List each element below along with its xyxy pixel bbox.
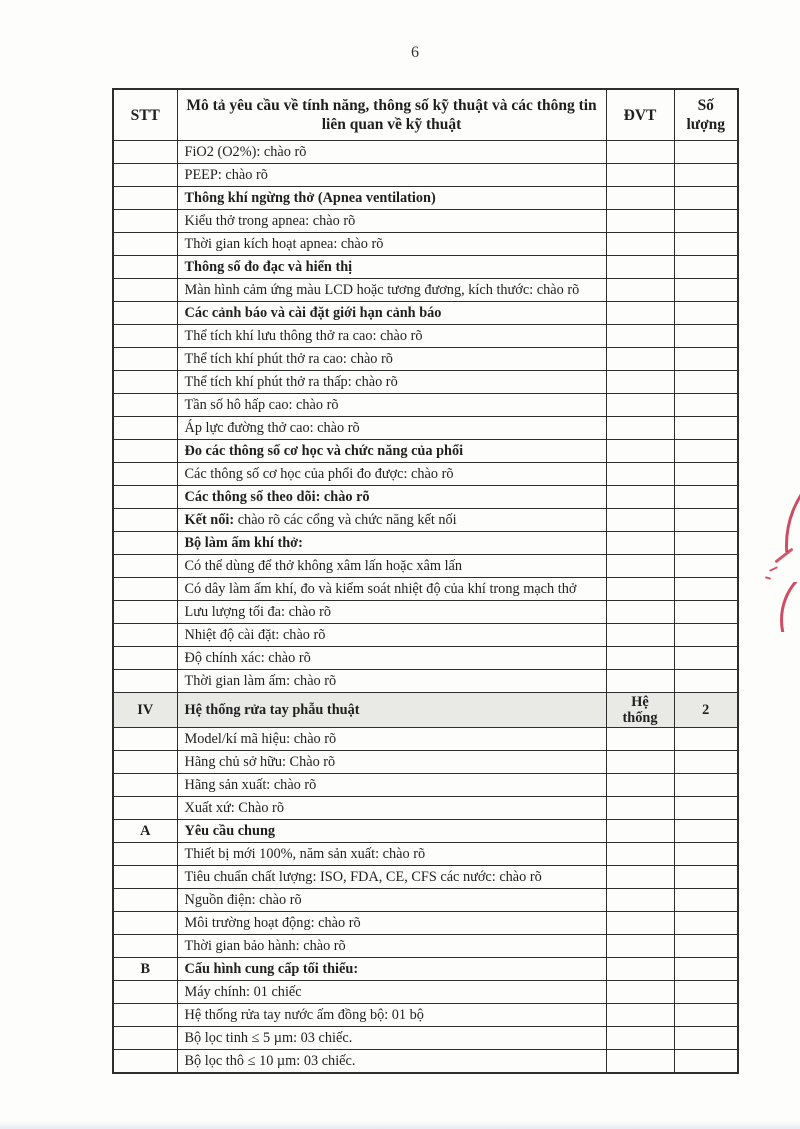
table-body (113, 141, 738, 1074)
dvt-cell (606, 371, 674, 394)
desc-cell: Kết nối: chào rõ các cổng và chức năng kết nối (177, 509, 606, 532)
dvt-cell (606, 440, 674, 463)
stt-cell (113, 601, 177, 624)
dvt-cell (606, 509, 674, 532)
qty-cell (674, 647, 738, 670)
stt-cell (113, 728, 177, 751)
desc-cell: Bộ lọc tinh ≤ 5 µm: 03 chiếc. (177, 1027, 606, 1050)
stt-cell (113, 774, 177, 797)
stt-cell: IV (113, 693, 177, 728)
stt-cell (113, 555, 177, 578)
qty-cell (674, 187, 738, 210)
dvt-cell (606, 1004, 674, 1027)
desc-cell: Hệ thống rửa tay phẫu thuật (177, 693, 606, 728)
table-row (113, 509, 738, 532)
stt-cell (113, 210, 177, 233)
stt-cell (113, 348, 177, 371)
dvt-cell (606, 774, 674, 797)
qty-cell (674, 751, 738, 774)
qty-cell (674, 981, 738, 1004)
dvt-cell (606, 1027, 674, 1050)
dvt-cell (606, 279, 674, 302)
desc-cell: Model/kí mã hiệu: chào rõ (177, 728, 606, 751)
desc-cell: Thể tích khí lưu thông thở ra cao: chào rõ (177, 325, 606, 348)
desc-cell: Hệ thống rửa tay nước ấm đồng bộ: 01 bộ (177, 1004, 606, 1027)
qty-cell (674, 843, 738, 866)
dvt-cell (606, 348, 674, 371)
stt-cell (113, 325, 177, 348)
desc-cell: Bộ làm ấm khí thở: (177, 532, 606, 555)
dvt-cell (606, 797, 674, 820)
header-stt: STT (113, 89, 177, 141)
stt-cell (113, 279, 177, 302)
table-row (113, 555, 738, 578)
qty-cell (674, 210, 738, 233)
qty-cell (674, 1027, 738, 1050)
stt-cell (113, 797, 177, 820)
stt-cell (113, 670, 177, 693)
table-row (113, 935, 738, 958)
desc-cell: Môi trường hoạt động: chào rõ (177, 912, 606, 935)
header-dvt: ĐVT (606, 89, 674, 141)
desc-cell: Màn hình cảm ứng màu LCD hoặc tương đương, kích thước: chào rõ (177, 279, 606, 302)
stt-cell (113, 394, 177, 417)
desc-cell: Yêu cầu chung (177, 820, 606, 843)
desc-cell: PEEP: chào rõ (177, 164, 606, 187)
stt-cell (113, 1050, 177, 1074)
table-row (113, 486, 738, 509)
desc-cell: Máy chính: 01 chiếc (177, 981, 606, 1004)
table-row (113, 820, 738, 843)
dvt-cell (606, 578, 674, 601)
desc-cell: Tần số hô hấp cao: chào rõ (177, 394, 606, 417)
dvt-cell (606, 532, 674, 555)
stt-cell (113, 256, 177, 279)
table-row (113, 670, 738, 693)
qty-cell (674, 440, 738, 463)
table-row (113, 417, 738, 440)
table-row (113, 302, 738, 325)
dvt-cell (606, 843, 674, 866)
desc-cell: Thể tích khí phút thở ra cao: chào rõ (177, 348, 606, 371)
desc-cell: Thông khí ngừng thở (Apnea ventilation) (177, 187, 606, 210)
table-row (113, 797, 738, 820)
table-row (113, 348, 738, 371)
qty-cell (674, 141, 738, 164)
dvt-cell (606, 210, 674, 233)
qty-cell (674, 302, 738, 325)
qty-cell (674, 728, 738, 751)
seal-mark (765, 576, 771, 579)
qty-cell (674, 1050, 738, 1074)
dvt-cell (606, 981, 674, 1004)
desc-cell: Có dây làm ấm khí, đo và kiểm soát nhiệt độ của khí trong mạch thở (177, 578, 606, 601)
dvt-cell (606, 935, 674, 958)
qty-cell (674, 1004, 738, 1027)
desc-cell: Cấu hình cung cấp tối thiểu: (177, 958, 606, 981)
qty-cell (674, 958, 738, 981)
stt-cell (113, 440, 177, 463)
desc-cell: Có thể dùng để thở không xâm lấn hoặc xâm lấn (177, 555, 606, 578)
page-number: 6 (411, 44, 419, 61)
stt-cell (113, 532, 177, 555)
seal-mark (769, 566, 778, 572)
dvt-cell (606, 394, 674, 417)
qty-cell: 2 (674, 693, 738, 728)
table-row (113, 1027, 738, 1050)
qty-cell (674, 463, 738, 486)
desc-cell: FiO2 (O2%): chào rõ (177, 141, 606, 164)
dvt-cell (606, 1050, 674, 1074)
stt-cell (113, 912, 177, 935)
table-row (113, 210, 738, 233)
stt-cell (113, 509, 177, 532)
header-quantity: Số lượng (674, 89, 738, 141)
qty-cell (674, 486, 738, 509)
dvt-cell (606, 302, 674, 325)
red-seal-edge (755, 450, 800, 642)
table-row (113, 1050, 738, 1074)
desc-cell: Kiểu thở trong apnea: chào rõ (177, 210, 606, 233)
qty-cell (674, 601, 738, 624)
table-row (113, 693, 738, 728)
qty-cell (674, 417, 738, 440)
table-row (113, 647, 738, 670)
dvt-cell (606, 601, 674, 624)
stt-cell (113, 647, 177, 670)
stt-cell (113, 417, 177, 440)
table-row (113, 601, 738, 624)
table-row (113, 164, 738, 187)
seal-arc-upper (775, 470, 800, 552)
qty-cell (674, 797, 738, 820)
desc-cell: Tiêu chuẩn chất lượng: ISO, FDA, CE, CFS các nước: chào rõ (177, 866, 606, 889)
dvt-cell (606, 912, 674, 935)
desc-cell: Bộ lọc thô ≤ 10 µm: 03 chiếc. (177, 1050, 606, 1074)
desc-cell: Các cảnh báo và cài đặt giới hạn cảnh báo (177, 302, 606, 325)
table-row (113, 440, 738, 463)
table-row (113, 141, 738, 164)
desc-cell: Thời gian bảo hành: chào rõ (177, 935, 606, 958)
stt-cell (113, 866, 177, 889)
desc-cell: Thiết bị mới 100%, năm sản xuất: chào rõ (177, 843, 606, 866)
dvt-cell (606, 866, 674, 889)
seal-arc-lower (762, 582, 800, 632)
table-row (113, 981, 738, 1004)
stt-cell: A (113, 820, 177, 843)
stt-cell (113, 1004, 177, 1027)
desc-cell: Lưu lượng tối đa: chào rõ (177, 601, 606, 624)
dvt-cell (606, 728, 674, 751)
qty-cell (674, 394, 738, 417)
table-row (113, 958, 738, 981)
table-row (113, 279, 738, 302)
table-row (113, 889, 738, 912)
dvt-cell (606, 486, 674, 509)
dvt-cell (606, 417, 674, 440)
qty-cell (674, 555, 738, 578)
stt-cell (113, 164, 177, 187)
qty-cell (674, 371, 738, 394)
dvt-cell (606, 325, 674, 348)
table-row (113, 624, 738, 647)
table-row (113, 912, 738, 935)
desc-cell: Xuất xứ: Chào rõ (177, 797, 606, 820)
qty-cell (674, 820, 738, 843)
header-description: Mô tả yêu cầu về tính năng, thông số kỹ thuật và các thông tin liên quan về kỹ thuật (177, 89, 606, 141)
table-row (113, 578, 738, 601)
desc-cell: Các thông số theo dõi: chào rõ (177, 486, 606, 509)
table-row (113, 532, 738, 555)
qty-cell (674, 889, 738, 912)
stt-cell (113, 843, 177, 866)
table-row (113, 371, 738, 394)
dvt-cell (606, 233, 674, 256)
dvt-cell (606, 164, 674, 187)
desc-cell: Thời gian làm ấm: chào rõ (177, 670, 606, 693)
stt-cell (113, 751, 177, 774)
dvt-cell (606, 958, 674, 981)
stt-cell (113, 233, 177, 256)
desc-cell: Thời gian kích hoạt apnea: chào rõ (177, 233, 606, 256)
dvt-cell (606, 463, 674, 486)
table-row (113, 728, 738, 751)
qty-cell (674, 233, 738, 256)
qty-cell (674, 348, 738, 371)
dvt-cell (606, 647, 674, 670)
table-row (113, 256, 738, 279)
qty-cell (674, 256, 738, 279)
qty-cell (674, 774, 738, 797)
stt-cell (113, 578, 177, 601)
dvt-cell (606, 555, 674, 578)
stt-cell (113, 187, 177, 210)
desc-cell: Hãng chủ sở hữu: Chào rõ (177, 751, 606, 774)
desc-cell: Thể tích khí phút thở ra thấp: chào rõ (177, 371, 606, 394)
table-row (113, 774, 738, 797)
table-row (113, 325, 738, 348)
stt-cell (113, 889, 177, 912)
stt-cell (113, 371, 177, 394)
qty-cell (674, 578, 738, 601)
desc-cell: Độ chính xác: chào rõ (177, 647, 606, 670)
desc-cell: Hãng sản xuất: chào rõ (177, 774, 606, 797)
table-row (113, 843, 738, 866)
stt-cell (113, 141, 177, 164)
table-row (113, 394, 738, 417)
dvt-cell (606, 751, 674, 774)
qty-cell (674, 532, 738, 555)
dvt-cell: Hệ thống (606, 693, 674, 728)
stt-cell (113, 981, 177, 1004)
qty-cell (674, 670, 738, 693)
desc-cell: Thông số đo đạc và hiển thị (177, 256, 606, 279)
scan-edge-shadow (0, 1121, 800, 1129)
desc-cell: Nguồn điện: chào rõ (177, 889, 606, 912)
dvt-cell (606, 256, 674, 279)
dvt-cell (606, 889, 674, 912)
dvt-cell (606, 624, 674, 647)
table-row (113, 1004, 738, 1027)
dvt-cell (606, 187, 674, 210)
dvt-cell (606, 820, 674, 843)
qty-cell (674, 509, 738, 532)
desc-cell: Áp lực đường thở cao: chào rõ (177, 417, 606, 440)
desc-cell: Các thông số cơ học của phổi đo được: chào rõ (177, 463, 606, 486)
stt-cell (113, 624, 177, 647)
qty-cell (674, 325, 738, 348)
table-header-row (113, 89, 738, 141)
table-row (113, 751, 738, 774)
stt-cell (113, 486, 177, 509)
qty-cell (674, 164, 738, 187)
table-row (113, 187, 738, 210)
qty-cell (674, 279, 738, 302)
stt-cell (113, 463, 177, 486)
table-row (113, 866, 738, 889)
qty-cell (674, 935, 738, 958)
spec-table (112, 88, 739, 1074)
stt-cell (113, 935, 177, 958)
table-row (113, 463, 738, 486)
stt-cell: B (113, 958, 177, 981)
qty-cell (674, 866, 738, 889)
table-row (113, 233, 738, 256)
qty-cell (674, 624, 738, 647)
stt-cell (113, 302, 177, 325)
stt-cell (113, 1027, 177, 1050)
desc-cell: Nhiệt độ cài đặt: chào rõ (177, 624, 606, 647)
qty-cell (674, 912, 738, 935)
dvt-cell (606, 670, 674, 693)
desc-cell: Đo các thông số cơ học và chức năng của phổi (177, 440, 606, 463)
dvt-cell (606, 141, 674, 164)
